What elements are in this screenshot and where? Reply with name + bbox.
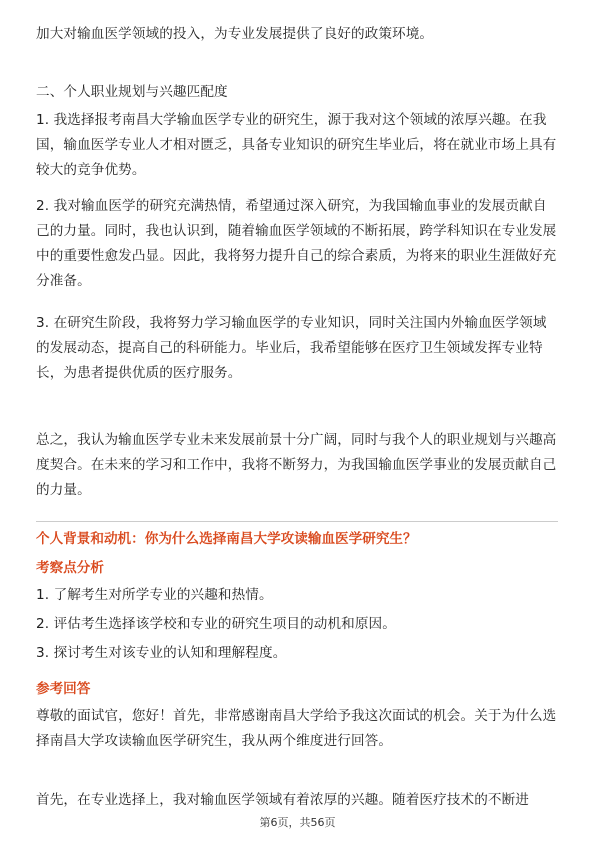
list-item: 1. 我选择报考南昌大学输血医学专业的研究生，源于我对这个领域的浓厚兴趣。在我国，输血医学专业人才相对匮乏，具备专业知识的研究生毕业后，将在就业市场上具有较大的竞争优势。 [36, 112, 557, 178]
answer-heading: 参考回答 [36, 681, 91, 697]
section-heading: 二、个人职业规划与兴趣匹配度 [36, 84, 228, 100]
list-item: 3. 探讨考生对该专业的认知和理解程度。 [36, 645, 287, 661]
list-item: 1. 了解考生对所学专业的兴趣和热情。 [36, 587, 273, 603]
list-item: 2. 评估考生选择该学校和专业的研究生项目的动机和原因。 [36, 616, 396, 632]
intro-tail-text: 加大对输血医学领域的投入，为专业发展提供了良好的政策环境。 [36, 26, 434, 42]
summary-paragraph: 总之，我认为输血医学专业未来发展前景十分广阔，同时与我个人的职业规划与兴趣高度契合。在未来的学习和工作中，我将不断努力，为我国输血医学事业的发展贡献自己的力量。 [36, 432, 557, 498]
answer-paragraph: 尊敬的面试官，您好！首先，非常感谢南昌大学给予我这次面试的机会。关于为什么选择南昌大学攻读输血医学研究生，我从两个维度进行回答。 [36, 708, 557, 749]
list-item: 3. 在研究生阶段，我将努力学习输血医学的专业知识，同时关注国内外输血医学领域的发展动态，提高自己的科研能力。毕业后，我希望能够在医疗卫生领域发挥专业特长，为患者提供优质的医疗服务。 [36, 315, 547, 381]
question-title: 个人背景和动机：你为什么选择南昌大学攻读输血医学研究生？ [36, 531, 417, 547]
section-divider [36, 521, 558, 522]
list-item: 2. 我对输血医学的研究充满热情，希望通过深入研究，为我国输血事业的发展贡献自己的力量。同时，我也认识到，随着输血医学领域的不断拓展，跨学科知识在专业发展中的重要性愈发凸显。因此，我将努力提升自己的综合素质，为将来的职业生涯做好充分准备。 [36, 198, 557, 289]
page-number: 第6页，共56页 [259, 816, 336, 829]
analysis-heading: 考察点分析 [36, 560, 104, 576]
answer-paragraph: 首先，在专业选择上，我对输血医学领域有着浓厚的兴趣。随着医疗技术的不断进 [36, 792, 529, 808]
